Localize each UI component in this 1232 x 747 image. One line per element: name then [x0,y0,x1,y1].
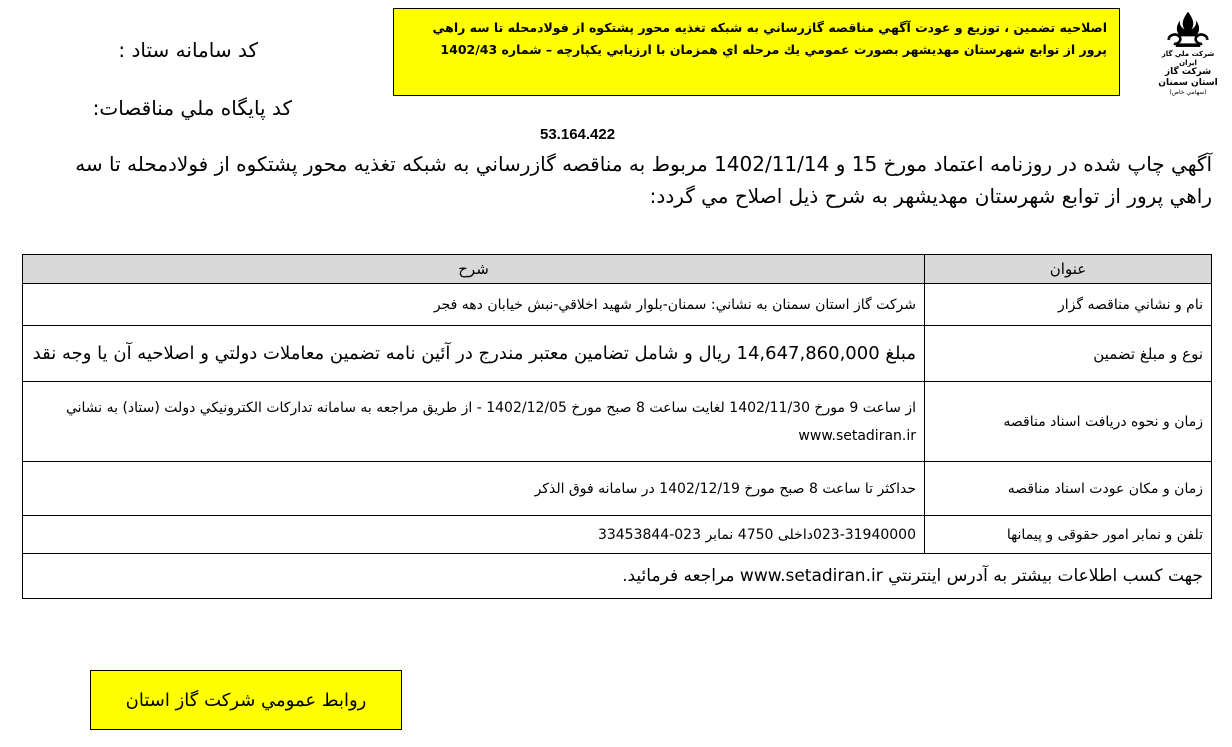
public-relations-signature: روابط عمومي شركت گاز استان [90,670,402,730]
logo-line-company: شركت گاز استان سمنان [1158,67,1218,89]
row-description: مبلغ 14,647,860,000 ريال و شامل تضامين معتبر مندرج در آئين نامه تضمين معاملات دولتي و اصلاحيه آن يا وجه نقد [23,326,925,382]
header-description: شرح [23,255,925,284]
notice-title-line-2: پرور از توابع شهرستان مهديشهر بصورت عمومي يك مرحله اي همزمان با ارزيابي يكپارچه – شماره 1402/43 [440,42,1107,57]
table-row [23,382,1212,462]
table-footer-row [23,554,1212,599]
row-title: نوع و مبلغ تضمين [925,326,1212,382]
row-title: تلفن و نمابر امور حقوقی و پیمانها [925,516,1212,554]
row-title: نام و نشاني مناقصه گزار [925,284,1212,326]
row-title: زمان و مكان عودت اسناد مناقصه [925,462,1212,516]
header-title: عنوان [925,255,1212,284]
row-description: حداكثر تا ساعت 8 صبح مورخ 1402/12/19 در سامانه فوق الذكر [23,462,925,516]
setad-code-label: كد سامانه ستاد : [118,38,258,62]
website-notice: جهت كسب اطلاعات بيشتر به آدرس اينترنتي www.setadiran.ir مراجعه فرمائيد. [23,554,1212,599]
row-description: از ساعت 9 مورخ 1402/11/30 لغايت ساعت 8 صبح مورخ 1402/12/05 - از طريق مراجعه به سامانه تداركات الكترونيكي دولت (ستاد) به نشاني www.setadiran.ir [23,382,925,462]
national-code-value: 53.164.422 [540,126,616,143]
logo-line-national: شركت ملي گاز ايران [1161,50,1215,67]
table-row [23,462,1212,516]
notice-title-line-1: اصلاحيه تضمين ، توزيع و عودت آگهي مناقصه گازرساني به شبكه تغذيه محور پشتكوه از فولادمحله تا سه راهي [432,20,1107,35]
table-row [23,516,1212,554]
row-description: 023-31940000داخلی 4750 نمابر 023-33453844 [23,516,925,554]
intro-paragraph: آگهي چاپ شده در روزنامه اعتماد مورخ 15 و 1402/11/14 مربوط به مناقصه گازرساني به شبكه تغذيه محور پشتكوه از فولادمحله تا سه راهي پرور از توابع شهرستان مهديشهر به شرح ذيل اصلاح مي گردد: [75,152,1212,208]
table-row [23,326,1212,382]
row-title: زمان و نحوه دريافت اسناد مناقصه [925,382,1212,462]
national-code-label: كد پايگاه ملي مناقصات: [92,96,292,120]
logo-line-type: (سهامي خاص) [1169,88,1207,96]
table-header-row [23,255,1212,284]
row-description: شركت گاز استان سمنان به نشاني: سمنان-بلوار شهيد اخلاقي-نبش خيابان دهه فجر [23,284,925,326]
table-row [23,284,1212,326]
details-table [22,254,1212,599]
gas-flame-logo-icon [1160,10,1216,50]
company-logo [1152,10,1224,96]
notice-title-box [393,8,1120,96]
